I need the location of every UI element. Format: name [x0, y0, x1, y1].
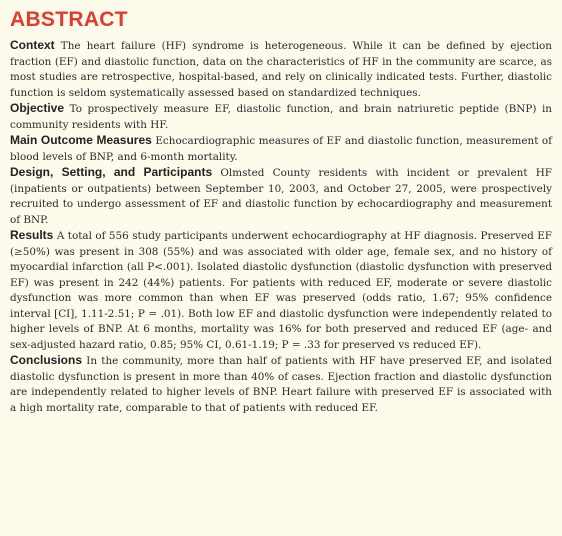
section-results	[10, 228, 552, 353]
section-heading: Results	[10, 228, 54, 242]
section-text: In the community, more than half of patients with HF have preserved EF, and isolated diastolic dysfunction is present in more than 40% of cases. Ejection fraction and diastolic dysfunction are independently related to higher levels of BNP. Heart failure with preserved EF is associated with a high mortality rate, comparable to that of patients with reduced EF.	[10, 355, 552, 414]
section-context	[10, 38, 552, 101]
section-text: A total of 556 study participants underwent echocardiography at HF diagnosis. Preserved EF (≥50%) was present in 308 (55%) and was associated with older age, female sex, and no history of myocardial infarction (all P<.001). Isolated diastolic dysfunction (diastolic dysfunction with preserved EF) was present in 242 (44%) patients. For patients with reduced EF, moderate or severe diastolic dysfunction was more common than when EF was preserved (odds ratio, 1.67; 95% confidence interval [CI], 1.11-2.51; P = .01). Both low EF and diastolic dysfunction were independently related to higher levels of BNP. At 6 months, mortality was 16% for both preserved and reduced EF (age- and sex-adjusted hazard ratio, 0.85; 95% CI, 0.61-1.19; P = .33 for preserved vs reduced EF).	[10, 230, 553, 351]
section-heading: Objective	[10, 101, 65, 115]
section-main-outcome-measures	[10, 133, 552, 165]
section-heading: Main Outcome Measures	[10, 133, 152, 147]
section-heading: Design, Setting, and Participants	[10, 165, 213, 179]
section-heading: Conclusions	[10, 353, 83, 367]
section-text: Olmsted County residents with incident or prevalent HF (inpatients or outpatients) between September 10, 2003, and October 27, 2005, were prospectively recruited to undergo assessment of EF and diastolic function by echocardiography and measurement of BNP.	[10, 167, 552, 226]
section-design-setting-participants	[10, 165, 552, 228]
section-text: The heart failure (HF) syndrome is heterogeneous. While it can be defined by ejection fraction (EF) and diastolic function, data on the characteristics of HF in the community are scarce, as most studies are retrospective, hospital-based, and rely on clinically indicated tests. Further, diastolic function is seldom systematically assessed based on standardized techniques.	[10, 40, 552, 99]
section-heading: Context	[10, 38, 55, 52]
section-conclusions	[10, 353, 552, 416]
section-objective	[10, 101, 552, 133]
section-text: Echocardiographic measures of EF and diastolic function, measurement of blood levels of BNP, and 6-month mortality.	[10, 135, 552, 163]
abstract-title: ABSTRACT	[10, 8, 128, 31]
section-text: To prospectively measure EF, diastolic function, and brain natriuretic peptide (BNP) in community residents with HF.	[10, 103, 552, 131]
